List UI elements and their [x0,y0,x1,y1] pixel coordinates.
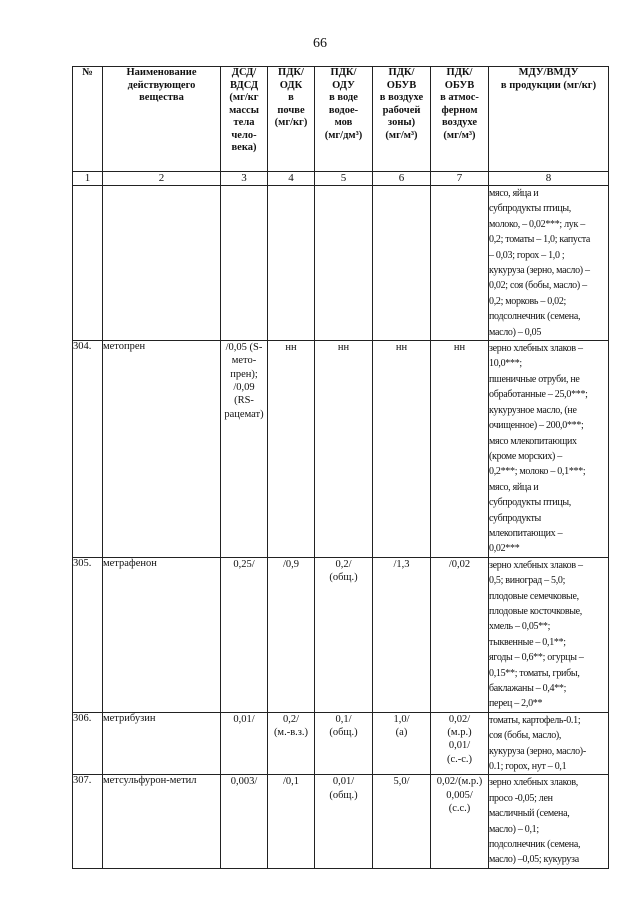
text-line: 0,5; виноград – 5,0; [489,575,566,587]
text-line: нн [453,342,466,354]
text-line: (общ.) [329,789,358,801]
text-line: ОБУВ [386,79,417,91]
text-line: 0,02; соя (бобы, масло) – [489,280,587,292]
pdk-obuv-atm-value [431,557,489,712]
text-line: субпродукты [489,512,541,524]
text-line: ПДК/ [388,67,415,78]
pdk-odk-value [268,775,315,868]
text-line: (с.-с.) [446,753,473,765]
text-line: /0,09 [233,381,255,393]
pdk-obuv-work-value [373,775,431,868]
text-line: (RS- [234,395,254,407]
text-line: кукуруза (зерно, масло)- [489,745,586,757]
text-line: 0,2; томаты – 1,0; капуста [489,234,591,246]
mrl-value [489,341,609,558]
text-line: субпродукты птицы, [489,203,571,215]
header-num: № [73,67,103,172]
text-line: ДСД/ [231,67,257,78]
mrl-value [489,712,609,775]
text-line: почве [277,104,305,116]
text-line: (общ.) [329,572,358,584]
text-line: нн [395,342,408,354]
dsd-value [221,712,268,775]
text-line: ОДК [279,79,303,91]
pdk-obuv-work-value [373,557,431,712]
mrl-value [489,557,609,712]
text-line: ВДСД [229,79,259,91]
text-line: кукуруза (зерно, масло) – [489,265,590,277]
text-line: мето- [231,355,257,367]
text-line: субпродукты птицы, [489,497,571,509]
text-line: масличный (семена, [489,808,570,820]
pdk-odk-value [268,557,315,712]
column-number: 5 [315,172,373,186]
dsd-value [221,775,268,868]
row-number: 306. [73,712,103,775]
text-line: (м.-в.з.) [273,727,309,739]
text-line: 0,2***; молоко – 0,1***; [489,466,586,478]
text-line: вещества [139,92,184,103]
pdk-odu-value [315,712,373,775]
text-line: (мг/кг) [274,117,308,128]
text-line: 0,2/ [335,558,352,570]
text-line: рабочей [382,104,421,116]
pdk-obuv-atm-value [431,341,489,558]
text-line: обработанные – 25,0***; [489,389,588,401]
substance-name: метсульфурон-метил [103,775,221,868]
text-line: (общ.) [329,727,358,739]
table-row [73,775,609,868]
text-line: 0,25/ [233,558,255,570]
header-pdk-obuv-atm [431,67,489,172]
text-line: века) [231,142,257,153]
text-line: млекопитающих – [489,527,563,539]
text-line: тыквенные – 0,1**; [489,636,566,648]
text-line: 0,02*** [489,543,520,555]
text-line: ПДК/ [330,67,357,78]
header-pdk-odk [268,67,315,172]
column-number: 6 [373,172,431,186]
substance-name: метрибузин [103,712,221,775]
text-line: 1,0/ [393,713,410,725]
page-number: 66 [313,36,327,51]
pdk-obuv-atm-value [431,775,489,868]
text-line: 0,2/ [282,713,300,725]
text-line: действующего [127,79,196,91]
text-line: 0,01/ [448,740,471,752]
row-number: 307. [73,775,103,868]
text-line: ПДК/ [446,67,473,78]
column-number-row [73,172,609,186]
dsd-value [221,341,268,558]
text-line: массы [229,104,259,116]
text-line: 0,01/ [233,713,255,725]
text-line: /0,02 [448,558,471,570]
text-line: /0,1 [282,776,300,788]
pdk-odu-value [315,557,373,712]
text-line: 0,003/ [230,776,258,788]
pdk-obuv-work-value [373,341,431,558]
text-line: молоко, – 0,02***; лук – [489,218,585,230]
column-number: 7 [431,172,489,186]
text-line: (а) [395,727,408,739]
mrl-value [489,775,609,868]
column-number: 1 [73,172,103,186]
text-line: тела [233,117,255,128]
text-line: кукурузное масло, (не [489,404,577,416]
table-row [73,712,609,775]
text-line: ПДК/ [278,67,304,78]
text-line: рацемат) [224,408,264,420]
text-line: ферном [441,104,478,116]
text-line: плодовые косточковые, [489,605,582,617]
text-line: пшеничные отруби, не [489,373,580,385]
text-line: масло) – 0,1; [489,823,539,835]
pdk-odu-value [315,775,373,868]
dsd-value [221,557,268,712]
text-line: нн [337,342,350,354]
text-line: нн [285,342,297,354]
text-line: масло) – 0,05 [489,326,542,338]
header-pdk-odu [315,67,373,172]
text-line: в атмос- [440,92,479,103]
text-line: /1,3 [393,558,410,570]
row-number: 305. [73,557,103,712]
text-line: в продукции (мг/кг) [500,79,597,91]
text-line: (мг/кг [229,92,259,103]
text-line: прен); [230,368,258,380]
text-line: – 0,03; горох – 1,0 ; [489,249,565,261]
column-number: 8 [489,172,609,186]
text-line: Наименование [126,67,197,78]
text-line: перец – 2,0** [489,698,543,710]
text-line: /0,9 [282,558,300,570]
text-line: (мг/м³) [443,129,476,141]
substances-table [72,66,609,869]
pdk-odu-value [315,186,373,341]
column-number: 4 [268,172,315,186]
row-number: 304. [73,341,103,558]
pdk-odk-value [268,186,315,341]
text-line: (мг/м³) [385,129,418,141]
text-line: 10,0***; [489,358,522,370]
text-line: (мг/дм³) [324,129,363,141]
text-line: 0,02/ [448,713,471,725]
text-line: чело- [231,129,257,141]
header-mrl [489,67,609,172]
text-line: в воде [329,92,358,103]
text-line: мясо млекопитающих [489,435,577,447]
text-line: мясо, яйца и [489,188,539,199]
text-line: водое- [328,104,359,116]
text-line: мясо, яйца и [489,481,539,493]
text-line: /0,05 (S- [225,342,263,354]
header-name [103,67,221,172]
header-pdk-obuv-work [373,67,431,172]
pdk-obuv-work-value [373,712,431,775]
text-line: ягоды – 0,6**; огурцы – [489,652,584,664]
text-line: МДУ/ВМДУ [518,67,579,78]
text-line: 0,15**; томаты, грибы, [489,667,580,679]
pdk-odu-value [315,341,373,558]
pdk-odk-value [268,712,315,775]
text-line: 5,0/ [393,776,410,788]
text-line: 0,1/ [335,713,352,725]
table-row [73,341,609,558]
text-line: баклажаны – 0,4**; [489,683,567,694]
dsd-value [221,186,268,341]
pdk-odk-value [268,341,315,558]
text-line: зоны) [387,117,416,128]
pdk-obuv-atm-value [431,186,489,341]
text-line: подсолнечник (семена, [489,839,581,851]
text-line: масло) –0,05; кукуруза [489,854,579,866]
text-line: плодовые семечковые, [489,590,579,602]
text-line: в [288,92,294,103]
header-dsd [221,67,268,172]
text-line: соя (бобы, масло), [489,730,562,742]
substance-name: метрафенон [103,557,221,712]
text-line: 0.1; горох, нут – 0,1 [489,761,567,773]
text-line: ОДУ [332,79,355,91]
text-line: воздухе [441,117,478,128]
substance-name [103,186,221,341]
text-line: 0,02/(м.р.) [436,776,483,788]
row-number [73,186,103,341]
text-line: 0,2; морковь – 0,02; [489,295,567,307]
text-line: томаты, картофель-0.1; [489,714,581,726]
text-line: очищенное) – 200,0***; [489,420,584,432]
text-line: подсолнечник (семена, [489,311,581,323]
mrl-value [489,186,609,341]
text-line: зерно хлебных злаков, [489,777,578,789]
table-row [73,557,609,712]
text-line: в воздухе [379,92,424,103]
text-line: зерно хлебных злаков – [489,559,583,571]
pdk-obuv-atm-value [431,712,489,775]
text-line: мов [334,117,353,128]
text-line: (кроме морских) – [489,450,562,462]
text-line: ОБУВ [444,79,475,91]
text-line: 0,01/ [332,776,355,788]
text-line: 0,005/ [446,789,473,801]
text-line: (м.р.) [447,727,472,739]
substance-name: метопрен [103,341,221,558]
text-line: хмель – 0,05**; [489,621,551,633]
text-line: зерно хлебных злаков – [489,343,583,355]
pdk-obuv-work-value [373,186,431,341]
table-row [73,186,609,341]
header-row [73,67,609,172]
column-number: 2 [103,172,221,186]
text-line: просо -0,05; лен [489,792,553,804]
column-number: 3 [221,172,268,186]
text-line: (с.с.) [448,803,471,815]
